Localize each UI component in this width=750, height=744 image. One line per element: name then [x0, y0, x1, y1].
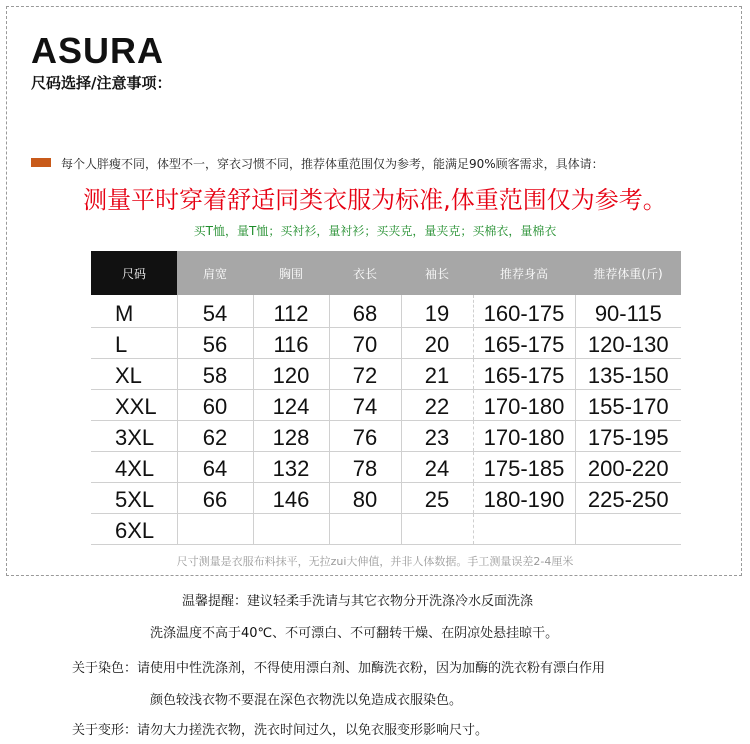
table-row — [91, 390, 681, 421]
cell-height — [473, 514, 575, 545]
header-shoulder: 肩宽 — [177, 251, 253, 295]
cell-sleeve — [401, 514, 473, 545]
table-row — [91, 328, 681, 359]
cell-sleeve: 20 — [401, 328, 473, 359]
cell-length: 70 — [329, 328, 401, 359]
cell-size: 6XL — [91, 514, 177, 545]
cell-sleeve: 19 — [401, 295, 473, 328]
cell-height: 165-175 — [473, 328, 575, 359]
header-size: 尺码 — [91, 251, 177, 295]
cell-shoulder: 54 — [177, 295, 253, 328]
cell-size: XL — [91, 359, 177, 390]
marker-bar — [31, 158, 51, 167]
care-tip-line1 — [182, 590, 533, 609]
cell-chest: 132 — [253, 452, 329, 483]
cell-height: 170-180 — [473, 390, 575, 421]
cell-length: 68 — [329, 295, 401, 328]
care-tip-line2: 洗涤温度不高于40℃、不可漂白、不可翻转干燥、在阴凉处悬挂晾干。 — [150, 626, 559, 641]
table-row — [91, 359, 681, 390]
cell-size: M — [91, 295, 177, 328]
care-deform-line1 — [72, 719, 488, 738]
fit-note — [31, 155, 604, 172]
cell-weight: 90-115 — [575, 295, 681, 328]
cell-size: 4XL — [91, 452, 177, 483]
cell-shoulder: 66 — [177, 483, 253, 514]
care-tip-text1: 建议轻柔手洗请与其它衣物分开洗涤冷水反面洗涤 — [247, 594, 534, 609]
care-deform-label: 关于变形： — [72, 723, 138, 738]
cell-shoulder: 62 — [177, 421, 253, 452]
header-height: 推荐身高 — [473, 251, 575, 295]
cell-sleeve: 25 — [401, 483, 473, 514]
cell-size: 3XL — [91, 421, 177, 452]
cell-sleeve: 23 — [401, 421, 473, 452]
measure-tip: 买T恤，量T恤；买衬衫，量衬衫；买夹克，量夹克；买棉衣，量棉衣 — [193, 224, 557, 238]
cell-weight: 120-130 — [575, 328, 681, 359]
cell-sleeve: 22 — [401, 390, 473, 421]
care-dye-text1: 请使用中性洗涤剂，不得使用漂白剂、加酶洗衣粉，因为加酶的洗衣粉有漂白作用 — [137, 661, 606, 676]
cell-size: 5XL — [91, 483, 177, 514]
cell-shoulder — [177, 514, 253, 545]
header-weight: 推荐体重(斤) — [575, 251, 681, 295]
cell-shoulder: 56 — [177, 328, 253, 359]
cell-weight: 175-195 — [575, 421, 681, 452]
cell-weight: 155-170 — [575, 390, 681, 421]
fit-note-text: 每个人胖瘦不同，体型不一，穿衣习惯不同，推荐体重范围仅为参考，能满足90%顾客需求，具体请： — [61, 157, 604, 171]
table-row — [91, 483, 681, 514]
cell-weight: 225-250 — [575, 483, 681, 514]
measure-headline: 测量平时穿着舒适同类衣服为标准,体重范围仅为参考。 — [83, 186, 667, 214]
cell-height: 170-180 — [473, 421, 575, 452]
table-row — [91, 295, 681, 328]
cell-length: 74 — [329, 390, 401, 421]
cell-height: 160-175 — [473, 295, 575, 328]
cell-chest: 124 — [253, 390, 329, 421]
cell-weight: 200-220 — [575, 452, 681, 483]
cell-length: 80 — [329, 483, 401, 514]
cell-weight — [575, 514, 681, 545]
cell-length — [329, 514, 401, 545]
cell-chest: 146 — [253, 483, 329, 514]
care-deform-text1: 请勿大力搓洗衣物，洗衣时间过久，以免衣服变形影响尺寸。 — [137, 723, 489, 738]
table-row — [91, 421, 681, 452]
cell-height: 165-175 — [473, 359, 575, 390]
cell-length: 76 — [329, 421, 401, 452]
cell-chest: 120 — [253, 359, 329, 390]
cell-size: L — [91, 328, 177, 359]
cell-length: 78 — [329, 452, 401, 483]
page-subtitle: 尺码选择/注意事项： — [31, 74, 172, 92]
brand-logo: ASURA — [31, 30, 165, 71]
header-chest: 胸围 — [253, 251, 329, 295]
cell-height: 180-190 — [473, 483, 575, 514]
table-row — [91, 452, 681, 483]
size-table-body — [91, 295, 681, 545]
cell-sleeve: 21 — [401, 359, 473, 390]
care-dye-line2: 颜色较浅衣物不要混在深色衣物洗以免造成衣服染色。 — [150, 693, 463, 708]
care-tip-label: 温馨提醒： — [182, 594, 248, 609]
table-row — [91, 514, 681, 545]
cell-size: XXL — [91, 390, 177, 421]
size-table — [91, 251, 681, 545]
cell-chest: 116 — [253, 328, 329, 359]
cell-shoulder: 64 — [177, 452, 253, 483]
care-dye-label: 关于染色： — [72, 661, 138, 676]
header-length: 衣长 — [329, 251, 401, 295]
cell-height: 175-185 — [473, 452, 575, 483]
cell-chest: 112 — [253, 295, 329, 328]
cell-shoulder: 60 — [177, 390, 253, 421]
cell-shoulder: 58 — [177, 359, 253, 390]
cell-weight: 135-150 — [575, 359, 681, 390]
cell-chest — [253, 514, 329, 545]
size-table-header — [91, 251, 681, 295]
header-sleeve: 袖长 — [401, 251, 473, 295]
cell-length: 72 — [329, 359, 401, 390]
measure-footnote: 尺寸测量是衣服布料抹平，无拉zui大伸值，并非人体数据。手工测量误差2-4厘米 — [176, 555, 574, 568]
care-dye-line1 — [72, 657, 605, 676]
cell-sleeve: 24 — [401, 452, 473, 483]
cell-chest: 128 — [253, 421, 329, 452]
